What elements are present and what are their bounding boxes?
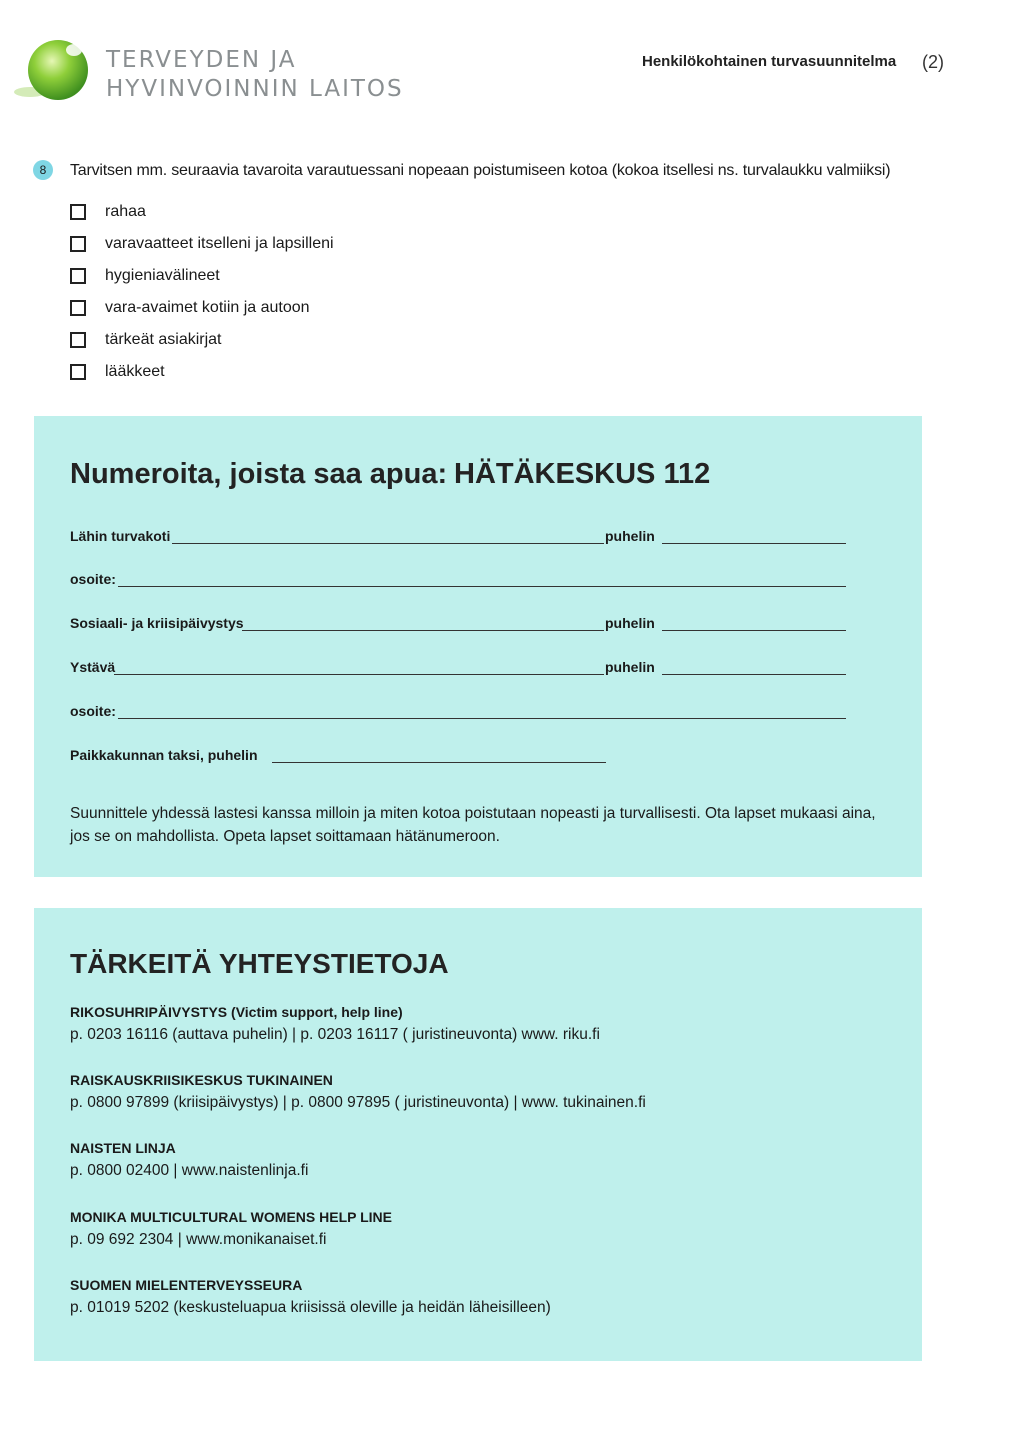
friend-field[interactable]: [114, 674, 604, 675]
checklist-item[interactable]: [70, 228, 334, 260]
checklist-item-label: hygieniavälineet: [105, 267, 220, 284]
document-title: Henkilökohtainen turvasuunnitelma: [642, 53, 897, 70]
contact-details: p. 09 692 2304 | www.monikanaiset.fi: [70, 1231, 327, 1248]
crisis-field[interactable]: [242, 630, 604, 631]
checklist-item-label: vara-avaimet kotiin ja autoon: [105, 299, 310, 316]
contact-entry: [70, 1004, 600, 1044]
page-number: (2): [922, 52, 944, 72]
contact-details: p. 01019 5202 (keskusteluapua kriisissä oleville ja heidän läheisilleen): [70, 1299, 551, 1316]
shelter-field[interactable]: [172, 543, 604, 544]
thl-logo-icon: [14, 36, 94, 104]
contact-name: MONIKA MULTICULTURAL WOMENS HELP LINE: [70, 1209, 392, 1225]
help-numbers-title: Numeroita, joista saa apua:: [70, 458, 448, 490]
help-numbers-heading: [70, 458, 711, 491]
contact-details: p. 0800 02400 | www.naistenlinja.fi: [70, 1162, 309, 1179]
address-field[interactable]: [118, 718, 846, 719]
help-numbers-panel: [34, 416, 922, 877]
checklist-item-label: rahaa: [105, 203, 146, 220]
checklist-item-label: varavaatteet itselleni ja lapsilleni: [105, 235, 334, 252]
question-number-badge: 8: [33, 160, 53, 180]
checklist-item[interactable]: [70, 292, 334, 324]
checklist-item-label: lääkkeet: [105, 363, 165, 380]
organization-name-line1: TERVEYDEN JA: [106, 47, 297, 73]
shelter-phone-field[interactable]: [662, 543, 846, 544]
checkbox[interactable]: [70, 332, 86, 348]
checkbox[interactable]: [70, 268, 86, 284]
address-label: osoite:: [70, 703, 116, 719]
checklist-item-label: tärkeät asiakirjat: [105, 331, 222, 348]
checklist-item[interactable]: [70, 324, 334, 356]
safety-instructions: Suunnittele yhdessä lastesi kanssa milloin ja miten kotoa poistutaan nopeasti ja turvallisesti. Ota lapset mukaasi aina, jos se on mahdollista. Opeta lapset soittamaan hätänumeroon.: [70, 805, 876, 845]
friend-phone-field[interactable]: [662, 674, 846, 675]
checkbox[interactable]: [70, 236, 86, 252]
contact-name: RIKOSUHRIPÄIVYSTYS (Victim support, help line): [70, 1004, 403, 1020]
checkbox[interactable]: [70, 204, 86, 220]
contact-entry: [70, 1209, 392, 1249]
crisis-phone-label: puhelin: [605, 615, 655, 631]
contact-details: p. 0203 16116 (auttava puhelin) | p. 0203 16117 ( juristineuvonta) www. riku.fi: [70, 1026, 600, 1043]
contact-name: RAISKAUSKRIISIKESKUS TUKINAINEN: [70, 1072, 333, 1088]
checklist-item[interactable]: [70, 260, 334, 292]
checklist-item[interactable]: [70, 196, 334, 228]
shelter-label: Lähin turvakoti: [70, 528, 171, 544]
contact-entry: [70, 1072, 646, 1112]
contact-name: SUOMEN MIELENTERVEYSSEURA: [70, 1277, 303, 1293]
address-label: osoite:: [70, 571, 116, 587]
contact-details: p. 0800 97899 (kriisipäivystys) | p. 0800 97895 ( juristineuvonta) | www. tukinainen.fi: [70, 1094, 646, 1111]
friend-label: Ystävä: [70, 659, 116, 675]
checklist-item[interactable]: [70, 356, 334, 388]
crisis-label: Sosiaali- ja kriisipäivystys: [70, 615, 244, 631]
taxi-phone-field[interactable]: [272, 762, 606, 763]
organization-name: [106, 46, 404, 104]
crisis-phone-field[interactable]: [662, 630, 846, 631]
shelter-phone-label: puhelin: [605, 528, 655, 544]
contacts-panel: [34, 908, 922, 1361]
friend-phone-label: puhelin: [605, 659, 655, 675]
question-text: Tarvitsen mm. seuraavia tavaroita varautuessani nopeaan poistumiseen kotoa (kokoa itsellesi ns. turvalaukku valmiiksi): [70, 162, 891, 179]
contact-entry: [70, 1277, 551, 1317]
checkbox[interactable]: [70, 300, 86, 316]
checkbox[interactable]: [70, 364, 86, 380]
emergency-number: HÄTÄKESKUS 112: [454, 458, 711, 490]
checklist: [70, 196, 334, 388]
contact-entry: [70, 1140, 308, 1180]
organization-name-line2: HYVINVOINNIN LAITOS: [106, 76, 404, 102]
address-field[interactable]: [118, 586, 846, 587]
contact-name: NAISTEN LINJA: [70, 1140, 176, 1156]
taxi-label: Paikkakunnan taksi, puhelin: [70, 747, 258, 763]
contacts-heading: TÄRKEITÄ YHTEYSTIETOJA: [70, 948, 449, 979]
